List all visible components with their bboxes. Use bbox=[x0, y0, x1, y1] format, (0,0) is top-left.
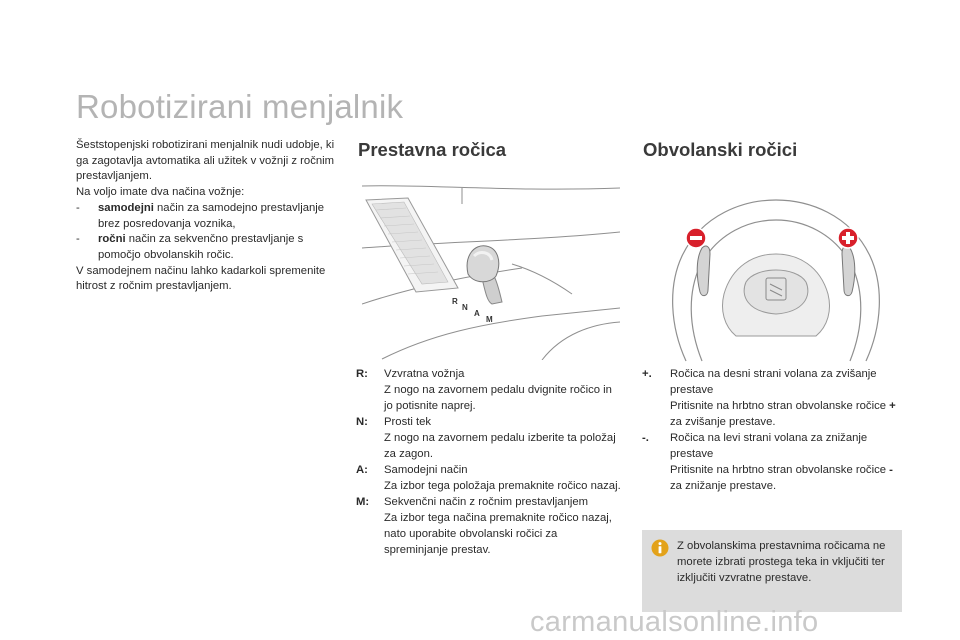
key-label: A: bbox=[356, 464, 368, 476]
steering-wheel-illustration bbox=[666, 196, 886, 362]
minus-symbol: - bbox=[889, 464, 893, 476]
right-paddle bbox=[842, 246, 855, 296]
plus-badge-icon bbox=[838, 228, 858, 248]
key-label: -. bbox=[642, 432, 649, 444]
intro-paragraph: Šeststopenjski robotizirani menjalnik nudi udobje, ki ga zagotavlja avtomatika ali užitek v vožnji z ročnim prestavljanjem. bbox=[76, 139, 335, 183]
info-icon bbox=[651, 539, 669, 557]
row-text: za znižanje prestave. bbox=[670, 480, 777, 492]
row-text: Ročica na desni strani volana za zvišanje prestave bbox=[670, 368, 877, 396]
gear-letter-r: R bbox=[452, 297, 458, 306]
row-text: za zvišanje prestave. bbox=[670, 416, 776, 428]
intro-list-item bbox=[76, 232, 346, 263]
row-text: Sekvenčni način z ročnim prestavljanjem bbox=[384, 496, 589, 508]
row-text: Vzvratna vožnja bbox=[384, 368, 465, 380]
row-text: Za izbor tega položaja premaknite ročico nazaj. bbox=[384, 480, 621, 492]
mode-desc: način za samodejno prestavljanje brez posredovanja voznika, bbox=[98, 201, 325, 230]
lever-description bbox=[356, 366, 622, 558]
row-text: Z nogo na zavornem pedalu izberite ta položaj za zagon. bbox=[384, 432, 616, 460]
wheel-hub bbox=[723, 254, 830, 336]
intro-list-item bbox=[76, 201, 346, 232]
intro-text bbox=[76, 138, 346, 295]
dash: - bbox=[76, 233, 80, 246]
plus-symbol: + bbox=[889, 400, 896, 412]
page-title: Robotizirani menjalnik bbox=[76, 88, 404, 125]
gear-lever-illustration bbox=[362, 184, 620, 360]
vent-grille bbox=[366, 198, 458, 292]
row-text: Ročica na levi strani volana za znižanje prestave bbox=[670, 432, 868, 460]
key-label: +. bbox=[642, 368, 652, 380]
row-text: Za izbor tega načina premaknite ročico nazaj, nato uporabite obvolanski ročici za spreminjanje prestav. bbox=[384, 512, 612, 556]
note-text: Z obvolanskima prestavnima ročicama ne morete izbrati prostega teka in vključiti ter izključiti vzvratne prestave. bbox=[677, 540, 886, 584]
section-title-lever: Prestavna ročica bbox=[358, 139, 507, 160]
left-paddle bbox=[697, 246, 710, 296]
gear-knob bbox=[467, 246, 502, 304]
row-text: Pritisnite na hrbtno stran obvolanske ročice bbox=[670, 400, 890, 412]
dash: - bbox=[76, 201, 80, 214]
gear-letter-m: M bbox=[486, 315, 493, 324]
mode-desc: način za sekvenčno prestavljanje s pomočjo obvolanskih ročic. bbox=[98, 233, 304, 261]
row-text: Prosti tek bbox=[384, 416, 432, 428]
row-text: Z nogo na zavornem pedalu dvignite ročico in jo potisnite naprej. bbox=[384, 384, 612, 412]
section-title-paddles: Obvolanski ročici bbox=[643, 139, 798, 160]
watermark: carmanualsonline.info bbox=[530, 606, 819, 638]
gear-letter-a: A bbox=[474, 309, 480, 318]
intro-paragraph: V samodejnem načinu lahko kadarkoli spremenite hitrost z ročnim prestavljanjem. bbox=[76, 264, 326, 293]
gear-letter-n: N bbox=[462, 303, 468, 312]
key-label: R: bbox=[356, 368, 368, 380]
intro-paragraph: Na voljo imate dva načina vožnje: bbox=[76, 186, 245, 199]
row-text: Pritisnite na hrbtno stran obvolanske ročice bbox=[670, 464, 890, 476]
paddles-description bbox=[642, 366, 906, 494]
row-text: Samodejni način bbox=[384, 464, 468, 476]
mode-name: ročni bbox=[98, 233, 126, 246]
mode-name: samodejni bbox=[98, 201, 154, 214]
info-note bbox=[642, 530, 902, 612]
minus-badge-icon bbox=[686, 228, 706, 248]
key-label: M: bbox=[356, 496, 370, 508]
key-label: N: bbox=[356, 416, 368, 428]
